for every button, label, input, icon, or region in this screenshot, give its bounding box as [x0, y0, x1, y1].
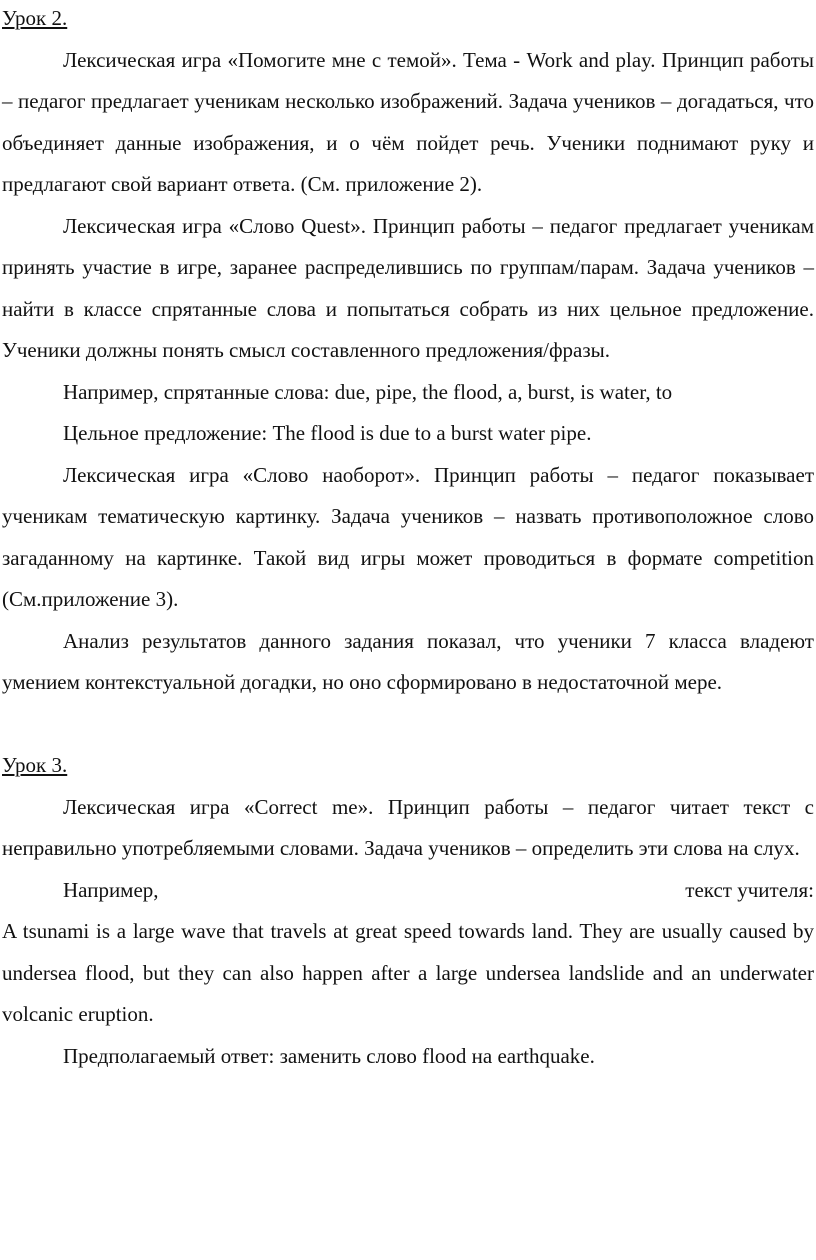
example-line — [2, 870, 814, 912]
paragraph-expected-answer: Предполагаемый ответ: заменить слово flood на earthquake. — [63, 1043, 595, 1068]
teacher-text-label: текст учителя: — [685, 877, 814, 902]
example-label: Например, — [63, 877, 159, 902]
paragraph-word-quest: Лексическая игра «Слово Quest». Принцип работы – педагог предлагает ученикам принять участие в игре, заранее распределившись по группам/парам. Задача учеников – найти в классе спрятанные слова и попытаться собрать из них цельное предложение. Ученики должны понять смысл составленного предложения/фразы. — [2, 213, 814, 362]
lesson-2-heading: Урок 2. — [2, 6, 68, 30]
paragraph-correct-me: Лексическая игра «Correct me». Принцип работы – педагог читает текст с неправильно употребляемыми словами. Задача учеников – определить эти слова на слух. — [2, 794, 814, 860]
paragraph-analysis-results: Анализ результатов данного задания показал, что ученики 7 класса владеют умением контекстуальной догадки, но оно сформировано в недостаточной мере. — [2, 628, 814, 694]
paragraph-help-me-with-topic: Лексическая игра «Помогите мне с темой». Тема - Work and play. Принцип работы – педагог предлагает ученикам несколько изображений. Задача учеников – догадаться, что объединяет данные изображения, и о чём пойдет речь. Ученики поднимают руку и предлагают свой вариант ответа. (См. приложение 2). — [2, 47, 814, 196]
paragraph-word-opposite: Лексическая игра «Слово наоборот». Принцип работы – педагог показывает ученикам тематическую картинку. Задача учеников – назвать противоположное слово загаданному на картинке. Такой вид игры может проводиться в формате competition (См.приложение 3). — [2, 462, 814, 611]
paragraph-hidden-words-example: Например, спрятанные слова: due, pipe, the flood, a, burst, is water, to — [63, 379, 673, 404]
paragraph-whole-sentence: Цельное предложение: The flood is due to a burst water pipe. — [63, 421, 592, 445]
lesson-3-heading: Урок 3. — [2, 753, 68, 777]
paragraph-tsunami-text: A tsunami is a large wave that travels at great speed towards land. They are usually caused by undersea flood, but they can also happen after a large undersea landslide and an underwater volcanic eruption. — [2, 919, 814, 1026]
